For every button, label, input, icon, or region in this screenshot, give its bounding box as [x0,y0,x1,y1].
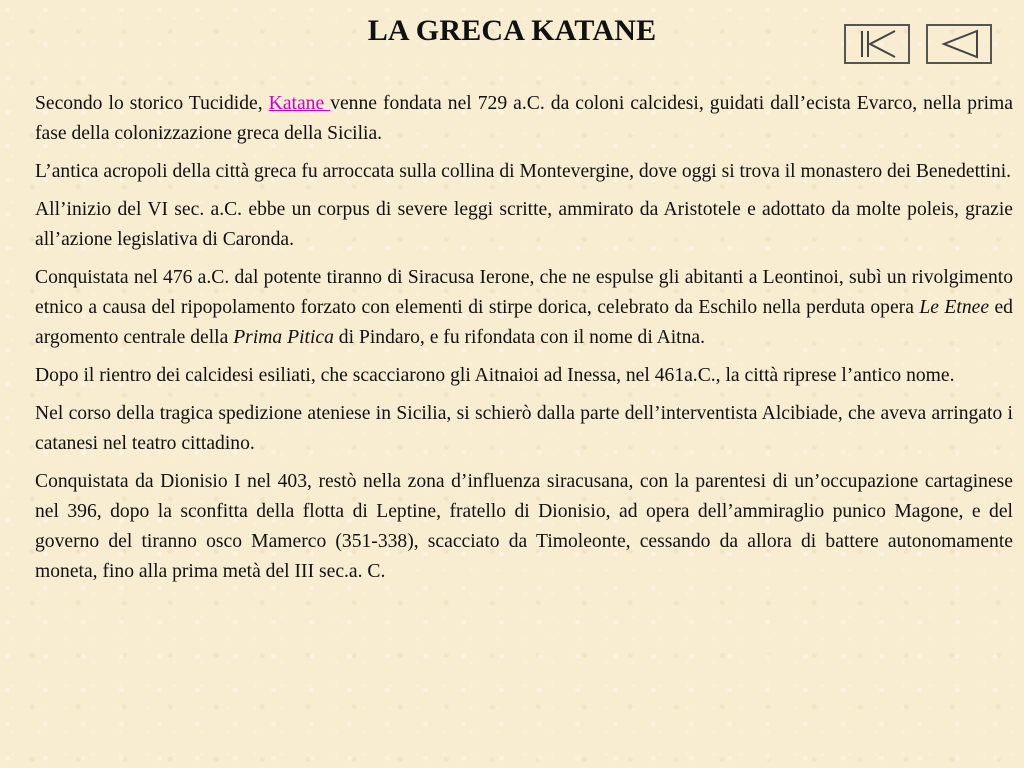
text: Conquistata nel 476 a.C. dal potente tiranno di Siracusa Ierone, che ne espulse gli abitanti a Leontinoi, subì un rivolgimento etnico a causa del ripopolamento forzato con elementi di stirpe dorica, celebrato da Eschilo nella perduta opera [35,267,1013,318]
text: Secondo lo storico Tucidide, [35,93,269,114]
katane-link[interactable]: Katane [268,93,331,114]
text: ed argomento centrale della [35,297,1013,348]
slide-navigation [844,24,992,64]
paragraph: All’inizio del VI sec. a.C. ebbe un corpus di severe leggi scritte, ammirato da Aristotele e adottato da molte poleis, grazie all’azione legislativa di Caronda. [35,199,1013,250]
slide-body [35,89,1013,595]
work-title: Prima Pitica [233,327,334,348]
previous-slide-button[interactable] [926,24,992,64]
text: venne fondata nel 729 a.C. da coloni calcidesi, guidati dall’ecista Evarco, nella prima fase della colonizzazione greca della Sicilia. [35,93,1013,144]
page-title: LA GRECA KATANE [367,14,657,47]
paragraph: Conquistata da Dionisio I nel 403, restò nella zona d’influenza siracusana, con la parentesi di un’occupazione cartaginese nel 396, dopo la sconfitta della flotta di Leptine, fratello di Dionisio, ad opera dell’ammiraglio punico Magone, e del governo del tiranno osco Mamerco (351-338), scacciato da Timoleonte, cessando da allora di battere autonomamente moneta, fino alla prima metà del III sec.a. C. [35,471,1013,582]
paragraph: L’antica acropoli della città greca fu arroccata sulla collina di Montevergine, dove oggi si trova il monastero dei Benedettini. [35,161,1012,182]
text: di Pindaro, e fu rifondata con il nome di Aitna. [333,327,706,348]
first-slide-icon [849,28,905,60]
first-slide-button[interactable] [844,24,910,64]
previous-slide-icon [931,28,987,60]
paragraph [35,263,1013,353]
paragraph [35,89,1013,149]
work-title: Le Etnee [919,297,990,318]
paragraph: Nel corso della tragica spedizione ateniese in Sicilia, si schierò dalla parte dell’interventista Alcibiade, che aveva arringato i catanesi nel teatro cittadino. [35,403,1013,454]
paragraph: Dopo il rientro dei calcidesi esiliati, che scacciarono gli Aitnaioi ad Inessa, nel 461a.C., la città riprese l’antico nome. [35,365,955,386]
